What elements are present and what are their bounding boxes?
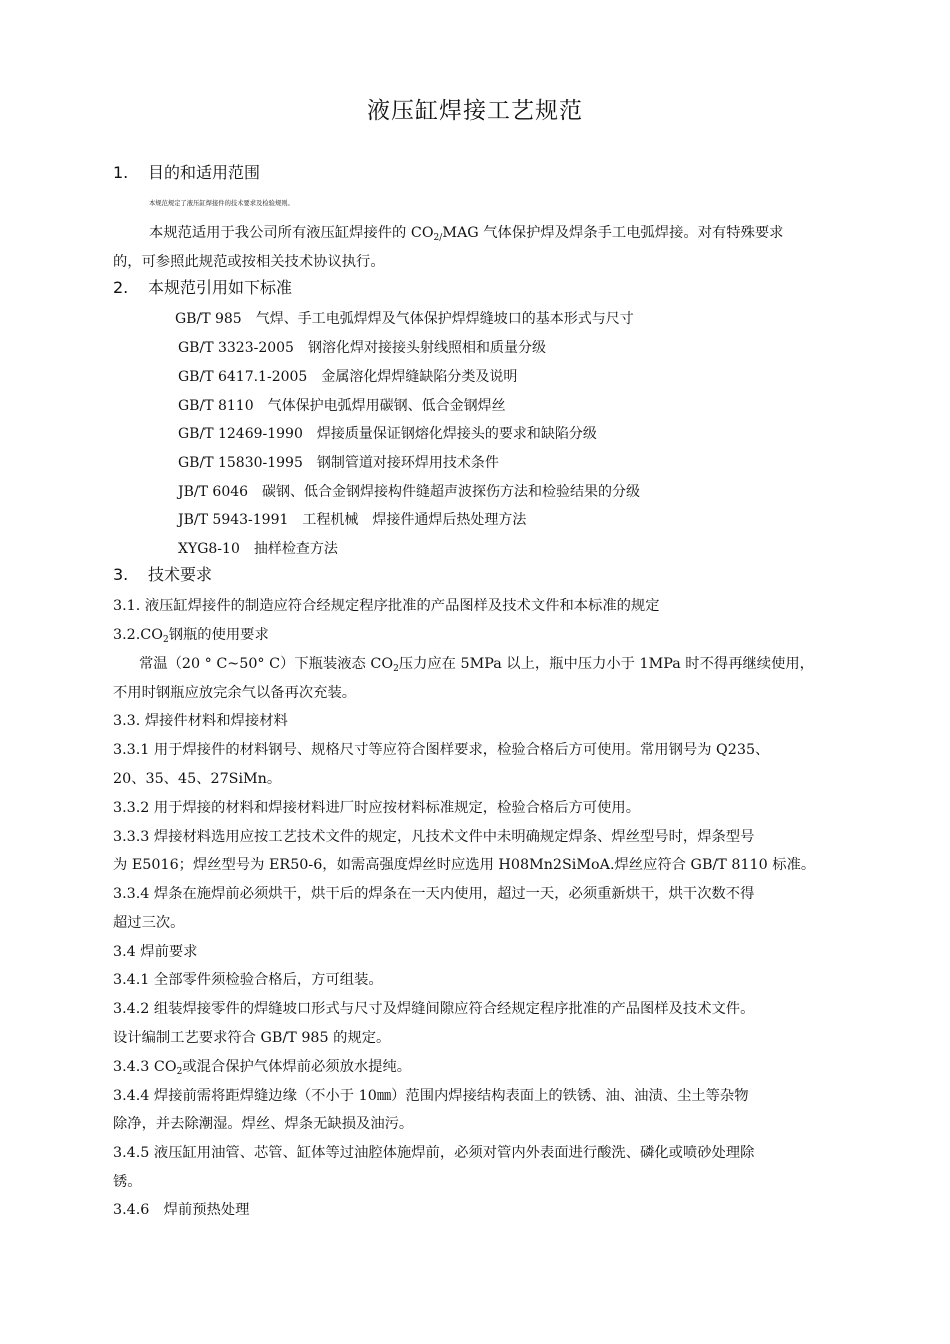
- paragraph: 为 E5016；焊丝型号为 ER50-6，如需高强度焊丝时应选用 H08Mn2SiMoA.焊丝应符合 GB/T 8110 标准。: [113, 857, 816, 873]
- text-run: 常温（20 ° C~50° C）下瓶装液态 CO: [139, 656, 394, 672]
- subsection-label: 钢瓶的使用要求: [168, 627, 269, 643]
- reference-item: [178, 424, 597, 444]
- subscript: 2: [162, 635, 169, 645]
- reference-title: 焊接质量保证钢熔化焊接头的要求和缺陷分级: [316, 426, 597, 442]
- subscript: 2: [393, 664, 399, 674]
- reference-title: 抽样检查方法: [253, 541, 338, 557]
- subsection-3-4-heading: [113, 942, 197, 962]
- section-1-heading: [113, 162, 260, 184]
- reference-code: GB/T 8110: [178, 398, 254, 414]
- reference-item: [178, 367, 517, 387]
- text-run: 压力应在 5MPa 以上，瓶中压力小于 1MPa 时不得再继续使用，: [398, 656, 814, 672]
- document-title: 液压缸焊接工艺规范: [367, 98, 583, 124]
- reference-item: [178, 396, 506, 416]
- subsection-label: 焊前要求: [140, 944, 198, 960]
- paragraph: 本规范规定了液压缸焊接件的技术要求及检验规则。: [149, 200, 294, 207]
- text-run: MAG 气体保护焊及焊条手工电弧焊接。对有特殊要求: [442, 225, 784, 241]
- paragraph: 3.4.2 组装焊接零件的焊缝坡口形式与尺寸及焊缝间隙应符合经规定程序批准的产品图样及技术文件。: [113, 1001, 755, 1017]
- reference-code: XYG8-10: [178, 541, 240, 557]
- section-2-heading: [113, 277, 292, 299]
- subsection-number: 3.3.: [113, 713, 141, 729]
- reference-item: [178, 453, 499, 473]
- paragraph: 3.4.5 液压缸用油管、芯管、缸体等过油腔体施焊前，必须对管内外表面进行酸洗、磷化或喷砂处理除: [113, 1145, 755, 1161]
- reference-code: GB/T 985: [175, 311, 242, 327]
- section-label: 目的和适用范围: [148, 163, 261, 182]
- reference-code: GB/T 3323-2005: [178, 340, 294, 356]
- section-label: 技术要求: [148, 565, 213, 584]
- reference-title: 金属溶化焊焊缝缺陷分类及说明: [321, 369, 518, 385]
- reference-item: [178, 338, 546, 358]
- paragraph: 3.3.3 焊接材料选用应按工艺技术文件的规定，凡技术文件中未明确规定焊条、焊丝型号时，焊条型号: [113, 829, 755, 845]
- subsection-label: 液压缸焊接件的制造应符合经规定程序批准的产品图样及技术文件和本标准的规定: [144, 598, 660, 614]
- section-number: 1.: [113, 163, 129, 182]
- reference-item: [178, 539, 338, 559]
- reference-item: [178, 510, 526, 530]
- reference-title: 工程机械 焊接件通焊后热处理方法: [302, 512, 527, 528]
- paragraph: 设计编制工艺要求符合 GB/T 985 的规定。: [113, 1030, 391, 1046]
- paragraph: [149, 223, 863, 243]
- subsection-label: 焊接件材料和焊接材料: [144, 713, 288, 729]
- paragraph: 3.4.1 全部零件须检验合格后，方可组装。: [113, 972, 383, 988]
- paragraph: 20、35、45、27SiMn。: [113, 771, 282, 787]
- paragraph: 3.3.1 用于焊接件的材料钢号、规格尺寸等应符合图样要求，检验合格后方可使用。常用钢号为 Q235、: [113, 742, 770, 758]
- subsection-number: 3.1.: [113, 598, 141, 614]
- subsection-3-3-heading: [113, 711, 288, 731]
- subsection-number: 3.4: [113, 944, 136, 960]
- reference-code: JB/T 6046: [178, 484, 249, 500]
- paragraph: 锈。: [113, 1174, 142, 1190]
- subsection-3-1-heading: [113, 596, 660, 616]
- subsection-number: 3.2.CO: [113, 627, 163, 643]
- section-label: 本规范引用如下标准: [148, 278, 293, 297]
- reference-code: JB/T 5943-1991: [178, 512, 289, 528]
- section-number: 2.: [113, 278, 129, 297]
- paragraph: 3.3.2 用于焊接的材料和焊接材料进厂时应按材料标准规定，检验合格后方可使用。: [113, 800, 641, 816]
- paragraph: [139, 654, 863, 674]
- text-run: 本规范适用于我公司所有液压缸焊接件的 CO: [149, 225, 434, 241]
- text-run: 3.4.3 CO: [113, 1059, 177, 1075]
- paragraph: 除净，并去除潮湿。焊丝、焊条无缺损及油污。: [113, 1116, 414, 1132]
- reference-item: [175, 309, 634, 329]
- reference-item: [178, 482, 640, 502]
- paragraph: 3.4.6 焊前预热处理: [113, 1202, 250, 1218]
- paragraph: 3.3.4 焊条在施焊前必须烘干，烘干后的焊条在一天内使用，超过一天，必须重新烘干，烘干次数不得: [113, 886, 755, 902]
- section-number: 3.: [113, 565, 129, 584]
- paragraph: 的，可参照此规范或按相关技术协议执行。: [113, 254, 385, 270]
- reference-title: 碳钢、低合金钢焊接构件缝超声波探伤方法和检验结果的分级: [262, 484, 641, 500]
- reference-title: 钢制管道对接环焊用技术条件: [316, 455, 499, 471]
- section-3-heading: [113, 564, 212, 586]
- reference-title: 气焊、手工电弧焊焊及气体保护焊焊缝坡口的基本形式与尺寸: [255, 311, 634, 327]
- subscript: 2: [176, 1067, 183, 1077]
- reference-title: 钢溶化焊对接接头射线照相和质量分级: [307, 340, 546, 356]
- text-run: 或混合保护气体焊前必须放水提纯。: [182, 1059, 412, 1075]
- paragraph: 不用时钢瓶应放完余气以备再次充装。: [113, 685, 357, 701]
- reference-code: GB/T 6417.1-2005: [178, 369, 308, 385]
- subsection-3-2-heading: [113, 625, 269, 645]
- reference-code: GB/T 15830-1995: [178, 455, 303, 471]
- paragraph: 3.4.4 焊接前需将距焊缝边缘（不小于 10㎜）范围内焊接结构表面上的铁锈、油、油渍、尘土等杂物: [113, 1088, 749, 1104]
- reference-title: 气体保护电弧焊用碳钢、低合金钢焊丝: [267, 398, 506, 414]
- reference-code: GB/T 12469-1990: [178, 426, 303, 442]
- paragraph: [113, 1057, 863, 1077]
- paragraph: 超过三次。: [113, 915, 185, 931]
- subscript: 2/: [433, 233, 443, 243]
